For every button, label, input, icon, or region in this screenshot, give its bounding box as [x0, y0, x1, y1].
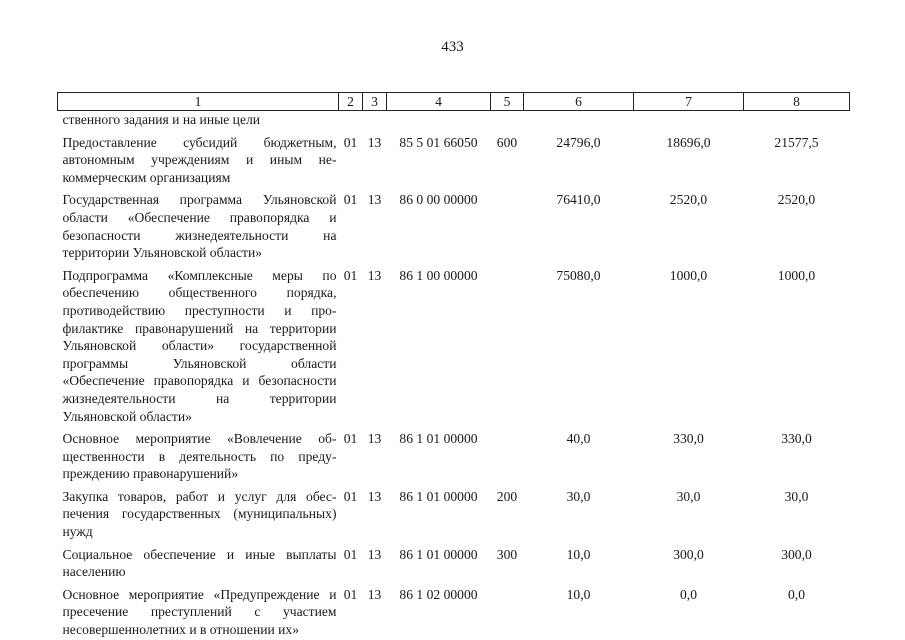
- row-amount-6: 10,0: [566, 546, 591, 562]
- row-amount-6: [524, 111, 634, 134]
- row-target-article: 86 1 01 00000: [399, 546, 478, 562]
- row-name: Основное мероприятие «Вовлечение общественности в деятельность по предупреждению правонарушений»: [62, 431, 337, 482]
- row-amount-8: 30,0: [784, 488, 809, 504]
- row-amount-8: 330,0: [781, 431, 812, 447]
- header-col-1: 1: [58, 93, 339, 111]
- header-col-7: 7: [634, 93, 744, 111]
- budget-table: [57, 92, 850, 639]
- row-amount-8: 1000,0: [777, 267, 816, 283]
- row-section: 01: [343, 431, 358, 447]
- row-amount-6: 24796,0: [556, 134, 601, 150]
- table-row: [58, 134, 850, 192]
- header-col-3: 3: [363, 93, 387, 111]
- row-amount-8: [744, 111, 850, 134]
- row-section: 01: [343, 488, 358, 504]
- row-amount-6: 40,0: [566, 431, 591, 447]
- row-expense-type: 300: [496, 546, 518, 562]
- row-subsection: 13: [367, 267, 382, 283]
- row-target-article: 86 1 02 00000: [399, 586, 478, 602]
- row-name: Предоставление субсидий бюджетным, автономным учреждениям и иным некоммерческим организациям: [62, 134, 337, 185]
- row-amount-7: 18696,0: [666, 134, 711, 150]
- row-amount-8: 2520,0: [777, 192, 816, 208]
- row-name: Государственная программа Ульяновской области «Обеспечение правопорядка и безопасности жизнедеятельности на территории Ульяновской области»: [62, 192, 337, 261]
- table-row: [58, 191, 850, 266]
- row-amount-7: 2520,0: [669, 192, 708, 208]
- page-number: 433: [441, 39, 464, 55]
- header-col-6: 6: [524, 93, 634, 111]
- row-target-article: [387, 111, 491, 134]
- row-amount-6: 10,0: [566, 586, 591, 602]
- row-amount-8: 300,0: [781, 546, 812, 562]
- row-section: 01: [343, 546, 358, 562]
- row-name: Социальное обеспечение и иные выплаты населению: [62, 546, 337, 580]
- row-section: [339, 111, 363, 134]
- header-col-8: 8: [744, 93, 850, 111]
- table-body: [58, 111, 850, 639]
- row-amount-8: 0,0: [788, 586, 805, 602]
- table-row: [58, 488, 850, 546]
- row-subsection: 13: [367, 586, 382, 602]
- row-amount-7: [634, 111, 744, 134]
- row-expense-type: 200: [496, 488, 518, 504]
- table-row: [58, 111, 850, 134]
- row-expense-type: [491, 191, 524, 266]
- row-subsection: [363, 111, 387, 134]
- row-section: 01: [343, 134, 358, 150]
- row-amount-7: 0,0: [680, 586, 697, 602]
- row-amount-6: 30,0: [566, 488, 591, 504]
- row-target-article: 85 5 01 66050: [399, 134, 478, 150]
- row-name: Закупка товаров, работ и услуг для обеспечения государственных (муниципальных) нужд: [62, 488, 337, 540]
- row-subsection: 13: [367, 488, 382, 504]
- row-subsection: 13: [367, 192, 382, 208]
- row-amount-6: 76410,0: [556, 192, 601, 208]
- row-target-article: 86 1 01 00000: [399, 488, 478, 504]
- row-section: 01: [343, 192, 358, 208]
- row-expense-type: 600: [496, 134, 518, 150]
- row-subsection: 13: [367, 134, 382, 150]
- row-expense-type: [491, 586, 524, 639]
- row-expense-type: [491, 267, 524, 430]
- row-subsection: 13: [367, 431, 382, 447]
- row-target-article: 86 1 01 00000: [399, 431, 478, 447]
- header-col-2: 2: [339, 93, 363, 111]
- table-row: [58, 546, 850, 586]
- row-section: 01: [343, 586, 358, 602]
- header-col-4: 4: [387, 93, 491, 111]
- row-target-article: 86 1 00 00000: [399, 267, 478, 283]
- row-name: ственного задания и на иные цели: [62, 112, 261, 127]
- row-amount-8: 21577,5: [774, 134, 819, 150]
- row-name: Основное мероприятие «Предупреждение и пресечение преступлений с участием несовершеннолетних и в отношении их»: [62, 586, 337, 638]
- row-amount-7: 330,0: [673, 431, 704, 447]
- row-amount-6: 75080,0: [556, 267, 601, 283]
- row-amount-7: 30,0: [676, 488, 701, 504]
- header-row: [58, 93, 850, 111]
- table-row: [58, 586, 850, 639]
- header-col-5: 5: [491, 93, 524, 111]
- row-amount-7: 300,0: [673, 546, 704, 562]
- row-target-article: 86 0 00 00000: [399, 192, 478, 208]
- row-subsection: 13: [367, 546, 382, 562]
- row-name: Подпрограмма «Комплексные меры по обеспечению общественного порядка, противодействию преступности и профилактике правонарушений на территории Ульяновской области» государственной программы Ульяновской области «Обеспечение правопорядка и безопасности жизнедеятельности на территории Ульяновской области»: [62, 267, 337, 424]
- table-header: [58, 93, 850, 111]
- row-section: 01: [343, 267, 358, 283]
- row-expense-type: [491, 111, 524, 134]
- table-row: [58, 430, 850, 488]
- row-expense-type: [491, 430, 524, 488]
- row-amount-7: 1000,0: [669, 267, 708, 283]
- table-row: [58, 267, 850, 430]
